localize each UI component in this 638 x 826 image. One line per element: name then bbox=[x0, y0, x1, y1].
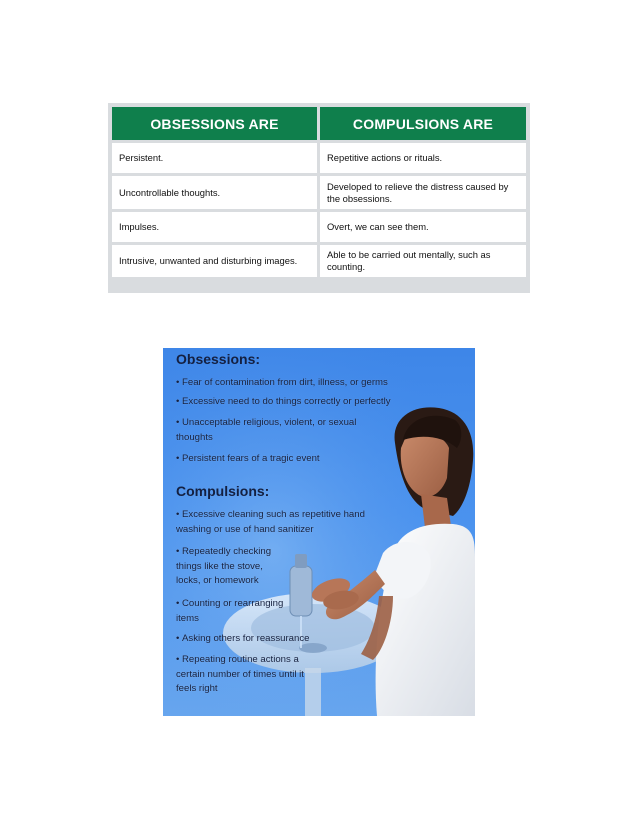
table-cell: Impulses. bbox=[112, 212, 317, 242]
obsessions-heading: Obsessions: bbox=[176, 351, 261, 367]
table-header-compulsions: COMPULSIONS ARE bbox=[320, 107, 526, 140]
table-row bbox=[112, 176, 526, 209]
table-header-obsessions: OBSESSIONS ARE bbox=[112, 107, 317, 140]
table-row bbox=[112, 143, 526, 173]
ocd-infographic bbox=[163, 348, 475, 716]
table-cell: Developed to relieve the distress caused by the obsessions. bbox=[320, 176, 526, 209]
obsession-item: • Fear of contamination from dirt, illness, or germs bbox=[176, 377, 388, 388]
table-cell: Persistent. bbox=[112, 143, 317, 173]
table-row bbox=[112, 245, 526, 277]
table-cell: Overt, we can see them. bbox=[320, 212, 526, 242]
obsession-item: • Persistent fears of a tragic event bbox=[176, 453, 320, 464]
table-header-row bbox=[112, 107, 526, 140]
obsession-item: • Excessive need to do things correctly or perfectly bbox=[176, 396, 391, 407]
compulsions-heading: Compulsions: bbox=[176, 483, 270, 499]
compulsion-item: • Counting or rearranging items bbox=[176, 598, 284, 624]
compulsion-item: • Excessive cleaning such as repetitive hand washing or use of hand sanitizer bbox=[176, 509, 365, 535]
compulsion-item: • Repeating routine actions a certain number of times until it feels right bbox=[176, 654, 304, 694]
table-cell: Uncontrollable thoughts. bbox=[112, 176, 317, 209]
table-row bbox=[112, 212, 526, 242]
table-cell: Intrusive, unwanted and disturbing images. bbox=[112, 245, 317, 277]
obsession-item: • Unacceptable religious, violent, or sexual thoughts bbox=[176, 417, 357, 443]
table-cell: Repetitive actions or rituals. bbox=[320, 143, 526, 173]
compulsion-item: • Asking others for reassurance bbox=[176, 633, 310, 644]
table-cell: Able to be carried out mentally, such as counting. bbox=[320, 245, 526, 277]
obsessions-compulsions-table bbox=[108, 103, 530, 293]
compulsion-item: • Repeatedly checking things like the stove, locks, or homework bbox=[176, 546, 272, 586]
